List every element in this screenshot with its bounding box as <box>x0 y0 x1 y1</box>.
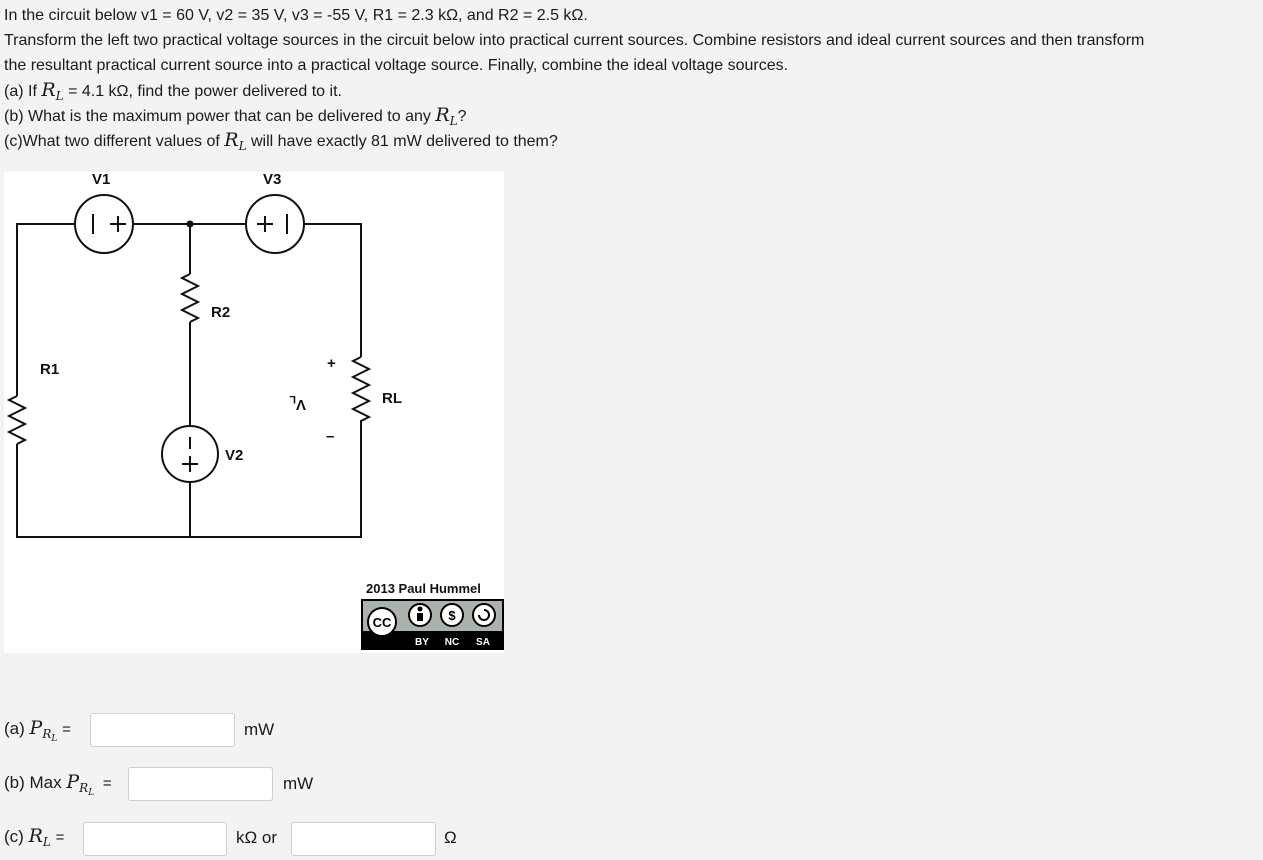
vl-plus: + <box>327 355 336 372</box>
part-c-question <box>4 128 558 158</box>
answer-c-input-2[interactable] <box>291 822 436 856</box>
rl-symbol: R <box>224 129 239 151</box>
rl-resistor <box>353 357 369 425</box>
part-a-pre: (a) If <box>4 83 37 100</box>
answer-a-input[interactable] <box>90 713 235 747</box>
answer-c-label: (c) $R_L$ = <box>4 825 65 849</box>
by-label: BY <box>415 637 429 648</box>
sa-label: SA <box>476 637 490 648</box>
problem-instructions-line1: Transform the left two practical voltage sources in the circuit below into practical current sources. Combine resistors and ideal current sources and then transform <box>4 32 1145 49</box>
vl-label: $V_L$ <box>289 393 306 413</box>
rl-symbol: R <box>435 104 450 126</box>
svg-text:CC: CC <box>372 615 392 630</box>
rl-symbol: R <box>41 79 56 101</box>
part-c-post: will have exactly 81 mW delivered to them? <box>250 133 558 150</box>
answer-a-unit: mW <box>244 720 275 739</box>
svg-text:$: $ <box>448 608 456 623</box>
v2-label: V2 <box>225 447 244 464</box>
part-c-pre: (c)What two different values of <box>4 133 220 150</box>
problem-given-values: In the circuit below v1 = 60 V, v2 = 35 V, v3 = -55 V, R1 = 2.3 kΩ, and R2 = 2.5 kΩ. <box>4 7 588 24</box>
vl-minus: – <box>326 428 335 445</box>
rl-subscript: L <box>449 114 458 128</box>
circuit-diagram <box>4 172 504 653</box>
problem-instructions-line2: the resultant practical current source into a practical voltage source. Finally, combine the ideal voltage sources. <box>4 57 789 74</box>
rl-label: RL <box>382 390 402 407</box>
junction-dot <box>187 221 194 228</box>
rl-subscript: L <box>238 139 247 153</box>
part-a-post: = 4.1 kΩ, find the power delivered to it. <box>68 83 342 100</box>
rl-subscript: L <box>55 89 64 103</box>
v3-label: V3 <box>263 172 282 188</box>
part-b-pre: (b) What is the maximum power that can be delivered to any <box>4 108 431 125</box>
answer-c-unit-2: Ω <box>444 828 457 847</box>
r2-label: R2 <box>211 304 231 321</box>
part-b-post: ? <box>457 108 467 125</box>
r2-resistor <box>182 274 198 322</box>
r1-resistor <box>9 396 25 444</box>
answer-b-unit: mW <box>283 774 314 793</box>
answer-b-label: (b) Max $P_{RL}$ = <box>4 771 112 798</box>
circuit-svg <box>4 172 504 653</box>
v2-source <box>162 426 218 482</box>
answer-a-label: (a) $P_{RL}$ = <box>4 717 71 744</box>
wire-top-right <box>304 224 361 357</box>
v3-source <box>246 195 304 253</box>
v1-label: V1 <box>92 172 111 188</box>
answer-b-input[interactable] <box>128 767 273 801</box>
answer-c-input-1[interactable] <box>83 822 227 856</box>
nc-label: NC <box>444 637 460 648</box>
credit-text: 2013 Paul Hummel <box>366 581 481 596</box>
cc-license-badge <box>361 599 504 650</box>
r1-label: R1 <box>40 361 60 378</box>
answer-c-unit-1: kΩ or <box>236 828 278 847</box>
sa-icon <box>473 604 495 626</box>
